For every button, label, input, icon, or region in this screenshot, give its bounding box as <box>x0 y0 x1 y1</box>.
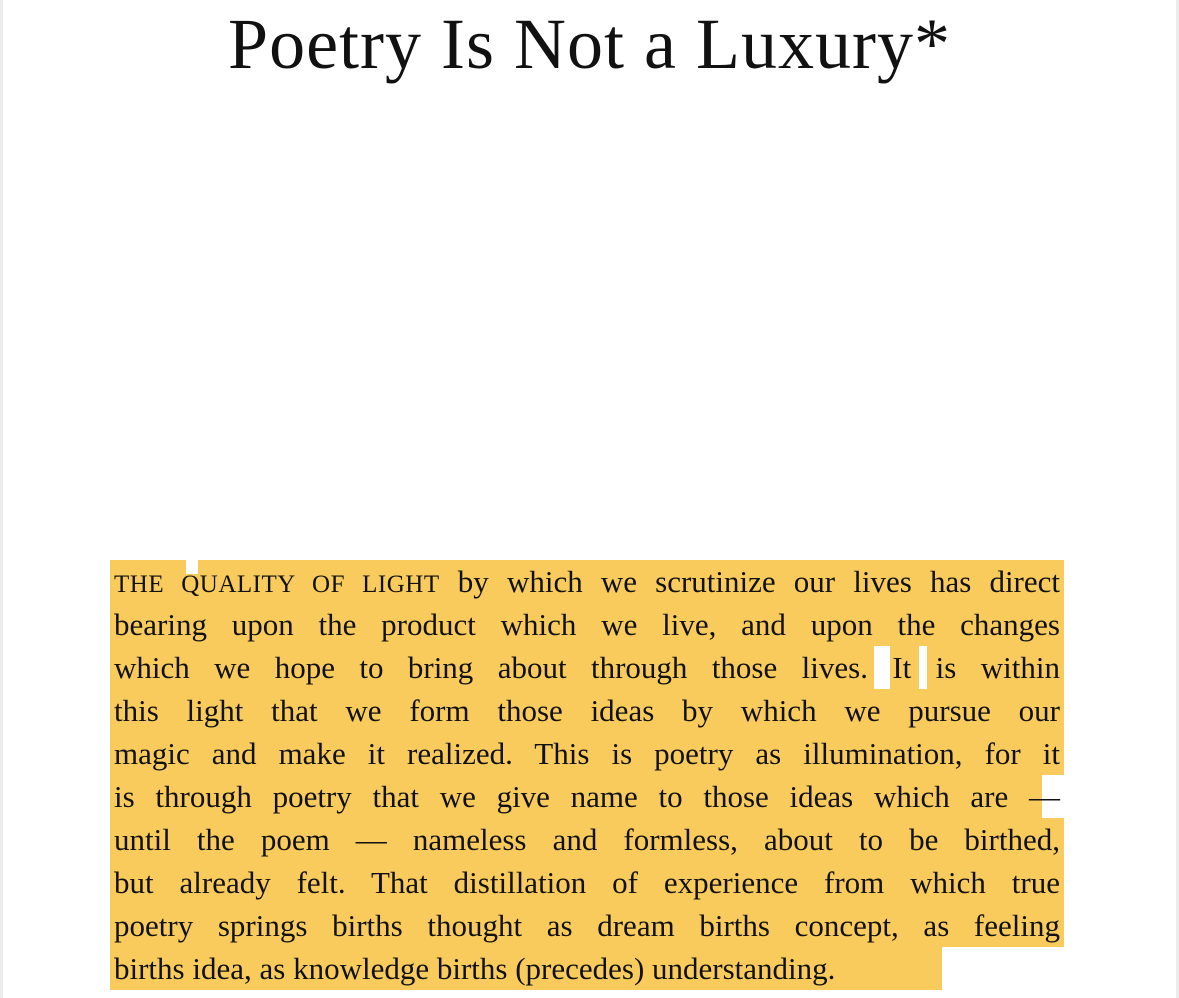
text-line-5 <box>114 732 1060 775</box>
line-text: which we hope to bring about through those lives. It is within <box>114 650 1060 685</box>
line-text: bearing upon the product which we live, and upon the changes <box>114 607 1060 642</box>
line-text: but already felt. That distillation of experience from which true <box>114 865 1060 900</box>
page-title: Poetry Is Not a Luxury* <box>228 4 951 84</box>
text-line-4 <box>114 689 1060 732</box>
lead-smallcaps: THE QUALITY OF LIGHT <box>114 571 440 598</box>
text-line-10 <box>114 947 1060 990</box>
text-line-1 <box>114 560 1060 603</box>
text-line-6 <box>114 775 1060 818</box>
highlighted-paragraph[interactable] <box>114 560 1060 990</box>
line-text: births idea, as knowledge births (precedes) understanding. <box>114 951 836 986</box>
line-text: until the poem — nameless and formless, about to be birthed, <box>114 822 1060 857</box>
text-line-7 <box>114 818 1060 861</box>
line-text: magic and make it realized. This is poetry as illumination, for it <box>114 736 1060 771</box>
line-text: this light that we form those ideas by which we pursue our <box>114 693 1060 728</box>
line-text: poetry springs births thought as dream births concept, as feeling <box>114 908 1060 943</box>
text-line-9 <box>114 904 1060 947</box>
text-line-2 <box>114 603 1060 646</box>
line-text: by which we scrutinize our lives has direct <box>457 564 1061 599</box>
text-line-8 <box>114 861 1060 904</box>
text-line-3 <box>114 646 1060 689</box>
line-text: is through poetry that we give name to those ideas which are — <box>114 779 1060 814</box>
